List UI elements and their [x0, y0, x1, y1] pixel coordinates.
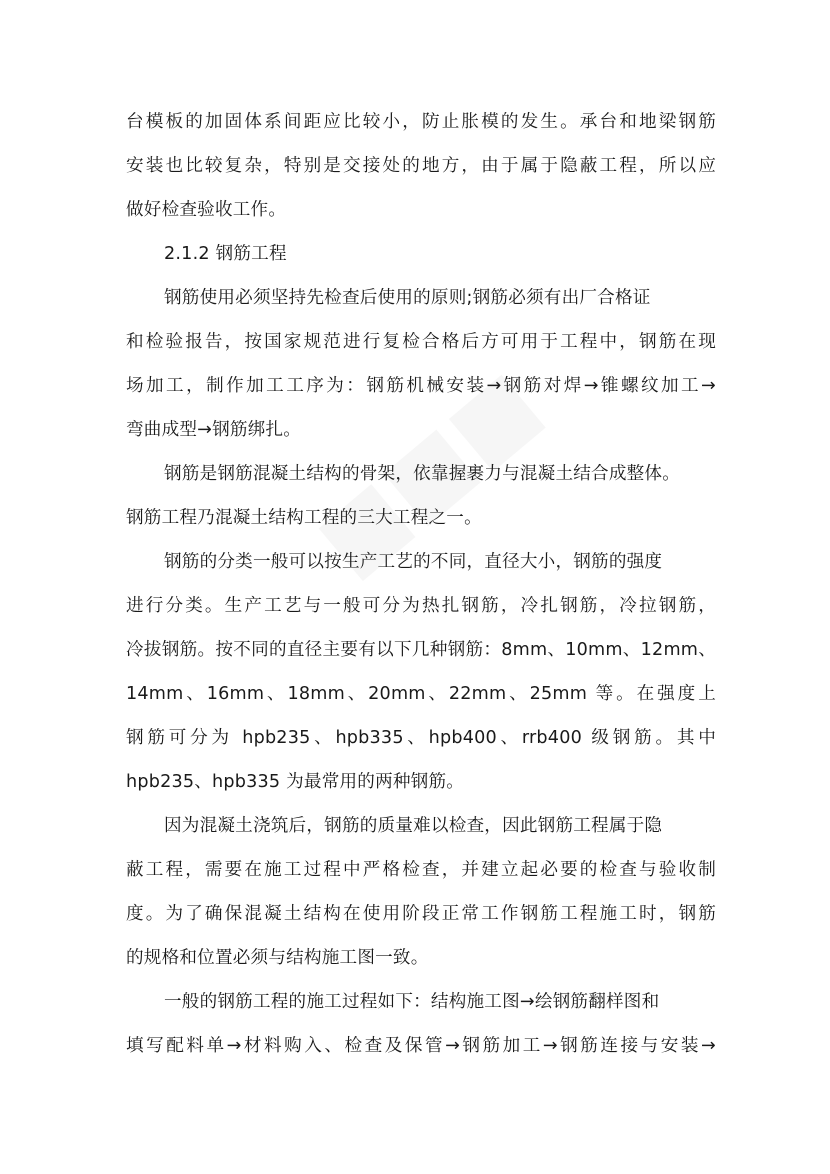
document-body — [126, 100, 716, 1068]
text-line: 钢筋使用必须坚持先检查后使用的原则;钢筋必须有出厂合格证 — [164, 288, 651, 308]
text-line: 做好检查验收工作。 — [126, 200, 287, 220]
text-line: 钢筋可分为 hpb235、hpb335、hpb400、rrb400 级钢筋。其中 — [126, 728, 716, 748]
text-line: 度。为了确保混凝土结构在使用阶段正常工作钢筋工程施工时，钢筋 — [126, 904, 716, 924]
text-line: 因为混凝土浇筑后，钢筋的质量难以检查，因此钢筋工程属于隐 — [164, 816, 663, 836]
text-line: 场加工，制作加工工序为：钢筋机械安装→钢筋对焊→锥螺纹加工→ — [126, 376, 716, 396]
section-heading: 2.1.2 钢筋工程 — [164, 244, 287, 264]
text-line: 钢筋的分类一般可以按生产工艺的不同，直径大小，钢筋的强度 — [164, 552, 663, 572]
text-line: 冷拔钢筋。按不同的直径主要有以下几种钢筋：8mm、10mm、12mm、 — [126, 640, 716, 660]
text-line: 和检验报告，按国家规范进行复检合格后方可用于工程中，钢筋在现 — [126, 332, 716, 352]
text-line: 进行分类。生产工艺与一般可分为热扎钢筋，冷扎钢筋，冷拉钢筋， — [126, 596, 716, 616]
text-line: 台模板的加固体系间距应比较小，防止胀模的发生。承台和地梁钢筋 — [126, 112, 716, 132]
text-line: 填写配料单→材料购入、检查及保管→钢筋加工→钢筋连接与安装→ — [126, 1036, 716, 1056]
text-line: 钢筋工程乃混凝土结构工程的三大工程之一。 — [126, 508, 482, 528]
text-line: 安装也比较复杂，特别是交接处的地方，由于属于隐蔽工程，所以应 — [126, 156, 716, 176]
text-line: 一般的钢筋工程的施工过程如下：结构施工图→绘钢筋翻样图和 — [164, 992, 660, 1012]
text-line: 的规格和位置必须与结构施工图一致。 — [126, 948, 429, 968]
text-line: 蔽工程，需要在施工过程中严格检查，并建立起必要的检查与验收制 — [126, 860, 716, 880]
text-line: 钢筋是钢筋混凝土结构的骨架，依靠握裹力与混凝土结合成整体。 — [164, 464, 681, 484]
text-line: 弯曲成型→钢筋绑扎。 — [126, 420, 302, 440]
text-line: 14mm、16mm、18mm、20mm、22mm、25mm 等。在强度上 — [126, 684, 716, 704]
text-line: hpb235、hpb335 为最常用的两种钢筋。 — [126, 772, 465, 792]
